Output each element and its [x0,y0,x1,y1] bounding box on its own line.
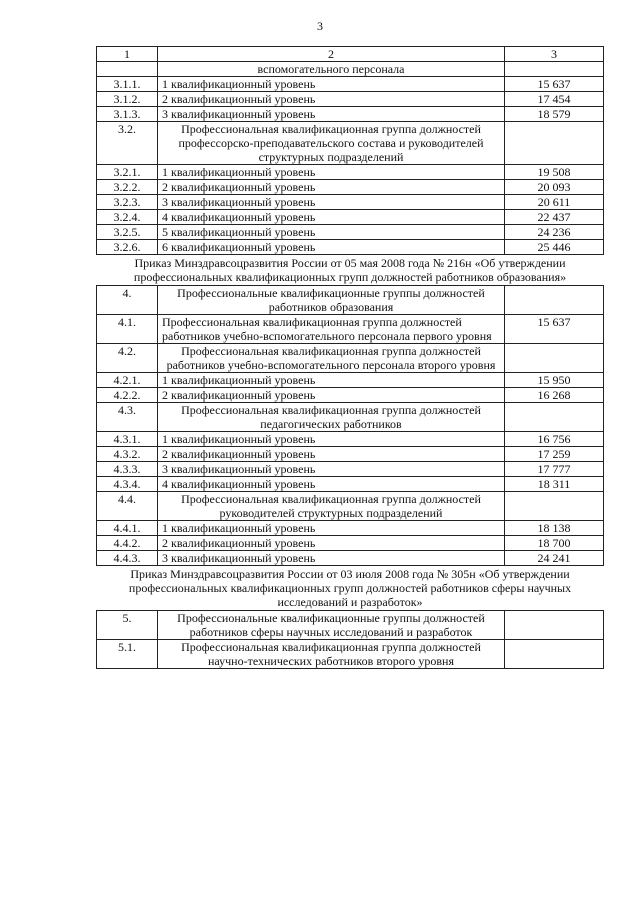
group-row [97,286,604,315]
row-name: Профессиональные квалификационные группы должностей работников сферы научных исследований и разработок [158,611,505,640]
row-value [505,286,604,315]
row-code: 4.2.1. [97,373,158,388]
header-col-2: 2 [158,47,505,62]
order-heading-row [97,566,604,611]
table-row [97,77,604,92]
row-code: 4.3. [97,403,158,432]
row-value: 18 311 [505,477,604,492]
row-code: 3.2. [97,122,158,165]
row-code: 4.3.4. [97,477,158,492]
row-name: Профессиональная квалификационная группа должностей педагогических работников [158,403,505,432]
row-code: 3.2.1. [97,165,158,180]
row-value [505,62,604,77]
row-name: Профессиональная квалификационная группа должностей научно-технических работников второго уровня [158,640,505,669]
row-code: 4.2. [97,344,158,373]
group-row [97,122,604,165]
row-name: 2 квалификационный уровень [158,447,505,462]
row-value [505,492,604,521]
header-col-1: 1 [97,47,158,62]
row-value: 18 700 [505,536,604,551]
table-row [97,462,604,477]
row-code: 4.3.3. [97,462,158,477]
table-row [97,521,604,536]
row-name: 1 квалификационный уровень [158,432,505,447]
row-value: 22 437 [505,210,604,225]
row-name: 4 квалификационный уровень [158,210,505,225]
table-row [97,315,604,344]
order-heading: Приказ Минздравсоцразвития России от 03 июля 2008 года № 305н «Об утверждении профессиональных квалификационных групп должностей работников сферы научных исследований и разработок» [97,566,604,611]
row-code: 3.2.6. [97,240,158,255]
row-code: 5.1. [97,640,158,669]
table-row [97,536,604,551]
row-value: 17 777 [505,462,604,477]
salary-table [96,46,604,669]
table-row [97,225,604,240]
row-value: 17 454 [505,92,604,107]
row-value: 24 236 [505,225,604,240]
row-code: 4.3.1. [97,432,158,447]
continuation-row [97,62,604,77]
row-value: 16 268 [505,388,604,403]
row-name: 6 квалификационный уровень [158,240,505,255]
row-name: 3 квалификационный уровень [158,462,505,477]
row-code: 3.2.5. [97,225,158,240]
row-name: 1 квалификационный уровень [158,77,505,92]
row-value [505,640,604,669]
table-row [97,432,604,447]
row-value: 19 508 [505,165,604,180]
row-value: 15 637 [505,77,604,92]
table-row [97,195,604,210]
row-code: 3.2.2. [97,180,158,195]
row-value: 17 259 [505,447,604,462]
row-name: Профессиональная квалификационная группа должностей руководителей структурных подразделений [158,492,505,521]
row-code: 3.2.3. [97,195,158,210]
row-name: 3 квалификационный уровень [158,195,505,210]
row-name: 1 квалификационный уровень [158,521,505,536]
group-row [97,611,604,640]
order-heading-row [97,255,604,286]
row-value [505,611,604,640]
row-code [97,62,158,77]
row-name: 5 квалификационный уровень [158,225,505,240]
group-row [97,492,604,521]
table-row [97,477,604,492]
row-value [505,403,604,432]
row-code: 4.4.1. [97,521,158,536]
row-name: 2 квалификационный уровень [158,180,505,195]
group-row [97,344,604,373]
row-code: 5. [97,611,158,640]
order-heading: Приказ Минздравсоцразвития России от 05 мая 2008 года № 216н «Об утверждении профессиональных квалификационных групп должностей работников образования» [97,255,604,286]
row-code: 4.2.2. [97,388,158,403]
table-row [97,92,604,107]
row-name: 1 квалификационный уровень [158,165,505,180]
row-value [505,122,604,165]
row-value: 25 446 [505,240,604,255]
row-name: Профессиональные квалификационные группы должностей работников образования [158,286,505,315]
row-code: 4.4.2. [97,536,158,551]
group-row [97,403,604,432]
row-code: 4.4.3. [97,551,158,566]
row-code: 3.1.2. [97,92,158,107]
row-value: 20 093 [505,180,604,195]
row-value: 20 611 [505,195,604,210]
row-code: 3.2.4. [97,210,158,225]
row-code: 4.1. [97,315,158,344]
row-name: 2 квалификационный уровень [158,536,505,551]
header-col-3: 3 [505,47,604,62]
group-row [97,640,604,669]
row-value: 15 637 [505,315,604,344]
row-code: 3.1.3. [97,107,158,122]
table-row [97,447,604,462]
page-number: 3 [317,19,323,33]
header-row [97,47,604,62]
row-code: 4.3.2. [97,447,158,462]
row-name: Профессиональная квалификационная группа должностей работников учебно-вспомогательного персонала первого уровня [158,315,505,344]
row-code: 3.1.1. [97,77,158,92]
table-row [97,388,604,403]
row-name: вспомогательного персонала [158,62,505,77]
row-name: 2 квалификационный уровень [158,92,505,107]
row-code: 4. [97,286,158,315]
row-name: Профессиональная квалификационная группа должностей работников учебно-вспомогательного персонала второго уровня [158,344,505,373]
row-value: 18 138 [505,521,604,536]
row-value [505,344,604,373]
row-value: 15 950 [505,373,604,388]
row-name: 4 квалификационный уровень [158,477,505,492]
row-value: 24 241 [505,551,604,566]
row-value: 18 579 [505,107,604,122]
table-row [97,165,604,180]
table-row [97,210,604,225]
row-code: 4.4. [97,492,158,521]
table-row [97,551,604,566]
row-name: 3 квалификационный уровень [158,107,505,122]
table-row [97,240,604,255]
row-name: 1 квалификационный уровень [158,373,505,388]
row-name: 3 квалификационный уровень [158,551,505,566]
table-row [97,180,604,195]
row-name: 2 квалификационный уровень [158,388,505,403]
row-value: 16 756 [505,432,604,447]
row-name: Профессиональная квалификационная группа должностей профессорско-преподавательского состава и руководителей структурных подразделений [158,122,505,165]
table-row [97,107,604,122]
table-row [97,373,604,388]
